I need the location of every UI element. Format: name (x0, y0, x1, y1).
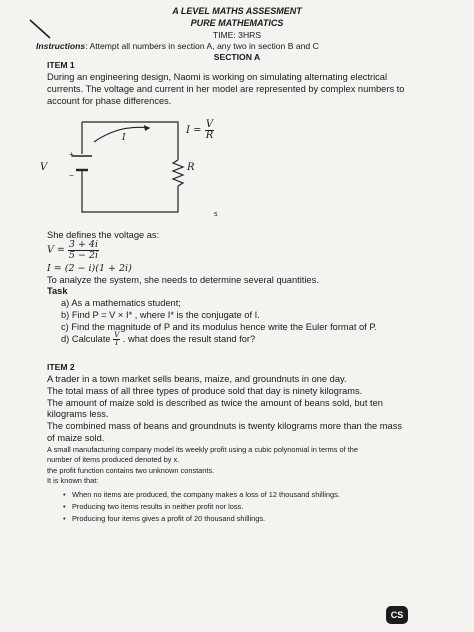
defines-voltage: She defines the voltage as: (47, 230, 160, 240)
instructions-label: Instructions (36, 41, 86, 51)
task-d-prefix: d) Calculate (61, 333, 111, 344)
ohms-law-lhs: I = (186, 125, 202, 136)
item2-line3: The amount of maize sold is described as twice the amount of beans sold, but ten (47, 398, 383, 408)
bullet-item: • Producing four items gives a profit of 20 thousand shillings. (72, 514, 265, 523)
circuit-label-r: R (187, 162, 195, 173)
analyze-line: To analyze the system, she needs to determine several quantities. (47, 275, 319, 285)
voltage-definition (47, 240, 99, 260)
bullet-item: • When no items are produced, the company makes a loss of 12 thousand shillings. (72, 490, 340, 499)
item1-para-line1: During an engineering design, Naomi is working on simulating alternating electrical (47, 72, 388, 82)
task-a: a) As a mathematics student; (61, 298, 181, 308)
task-d-num: V (114, 331, 120, 339)
item1-para-line3: account for phase differences. (47, 96, 172, 106)
stray-mark: s (214, 211, 218, 218)
item2-line6: of maize sold. (47, 433, 105, 443)
ohms-law-den: R (205, 130, 214, 141)
company-line1: A small manufacturing company model its weekly profit using a cubic polynomial in terms of the (47, 445, 358, 454)
instructions (36, 41, 319, 51)
task-d-den: I (115, 339, 119, 347)
item2-line4: kilograms less. (47, 409, 109, 419)
company-line2: number of items produced denoted by x. (47, 455, 180, 464)
task-d-suffix: . what does the result stand for? (122, 333, 256, 344)
item1-heading: ITEM 1 (47, 60, 75, 70)
task-b: b) Find P = V × I* , where I* is the conjugate of I. (61, 310, 260, 320)
section-a-heading: SECTION A (213, 52, 261, 62)
item1-para-line2: currents. The voltage and current in her model are represented by complex numbers to (47, 84, 405, 94)
circuit-label-v: V (40, 162, 48, 173)
camscanner-logo: CS (386, 606, 408, 624)
exam-title: A LEVEL MATHS ASSESMENT (172, 6, 302, 16)
voltage-num: 3 + 4i (68, 239, 99, 250)
circuit-wire-bottom (82, 178, 178, 212)
company-line4: It is known that: (47, 476, 99, 485)
task-heading: Task (47, 286, 68, 296)
company-line3: the profit function contains two unknown constants. (47, 466, 215, 475)
item2-heading: ITEM 2 (47, 362, 75, 372)
instructions-text: : Attempt all numbers in section A, any two in section B and C (85, 41, 319, 51)
current-arrow-head (144, 125, 150, 131)
item2-line2: The total mass of all three types of produce sold that day is ninety kilograms. (47, 386, 363, 396)
ohms-law-formula (186, 120, 214, 141)
battery-minus: − (69, 171, 74, 180)
exam-time: TIME: 3HRS (212, 30, 262, 40)
task-c: c) Find the magnitude of P and its modulus hence write the Euler format of P. (61, 322, 377, 332)
exam-subject: PURE MATHEMATICS (190, 18, 284, 28)
current-definition: I = (2 − i)(1 + 2i) (47, 263, 132, 274)
battery-plus: + (69, 150, 74, 159)
resistor-zigzag (173, 160, 183, 186)
voltage-den: 5 − 2i (68, 249, 99, 261)
task-d (61, 332, 255, 347)
item2-line5: The combined mass of beans and groundnuts is twenty kilograms more than the mass (47, 421, 403, 431)
circuit-label-i: I (122, 133, 126, 143)
item2-line1: A trader in a town market sells beans, maize, and groundnuts in one day. (47, 374, 347, 384)
ohms-law-num: V (205, 119, 214, 130)
bullet-item: • Producing two items results in neither profit nor loss. (72, 502, 243, 511)
voltage-lhs: V = (47, 244, 65, 256)
